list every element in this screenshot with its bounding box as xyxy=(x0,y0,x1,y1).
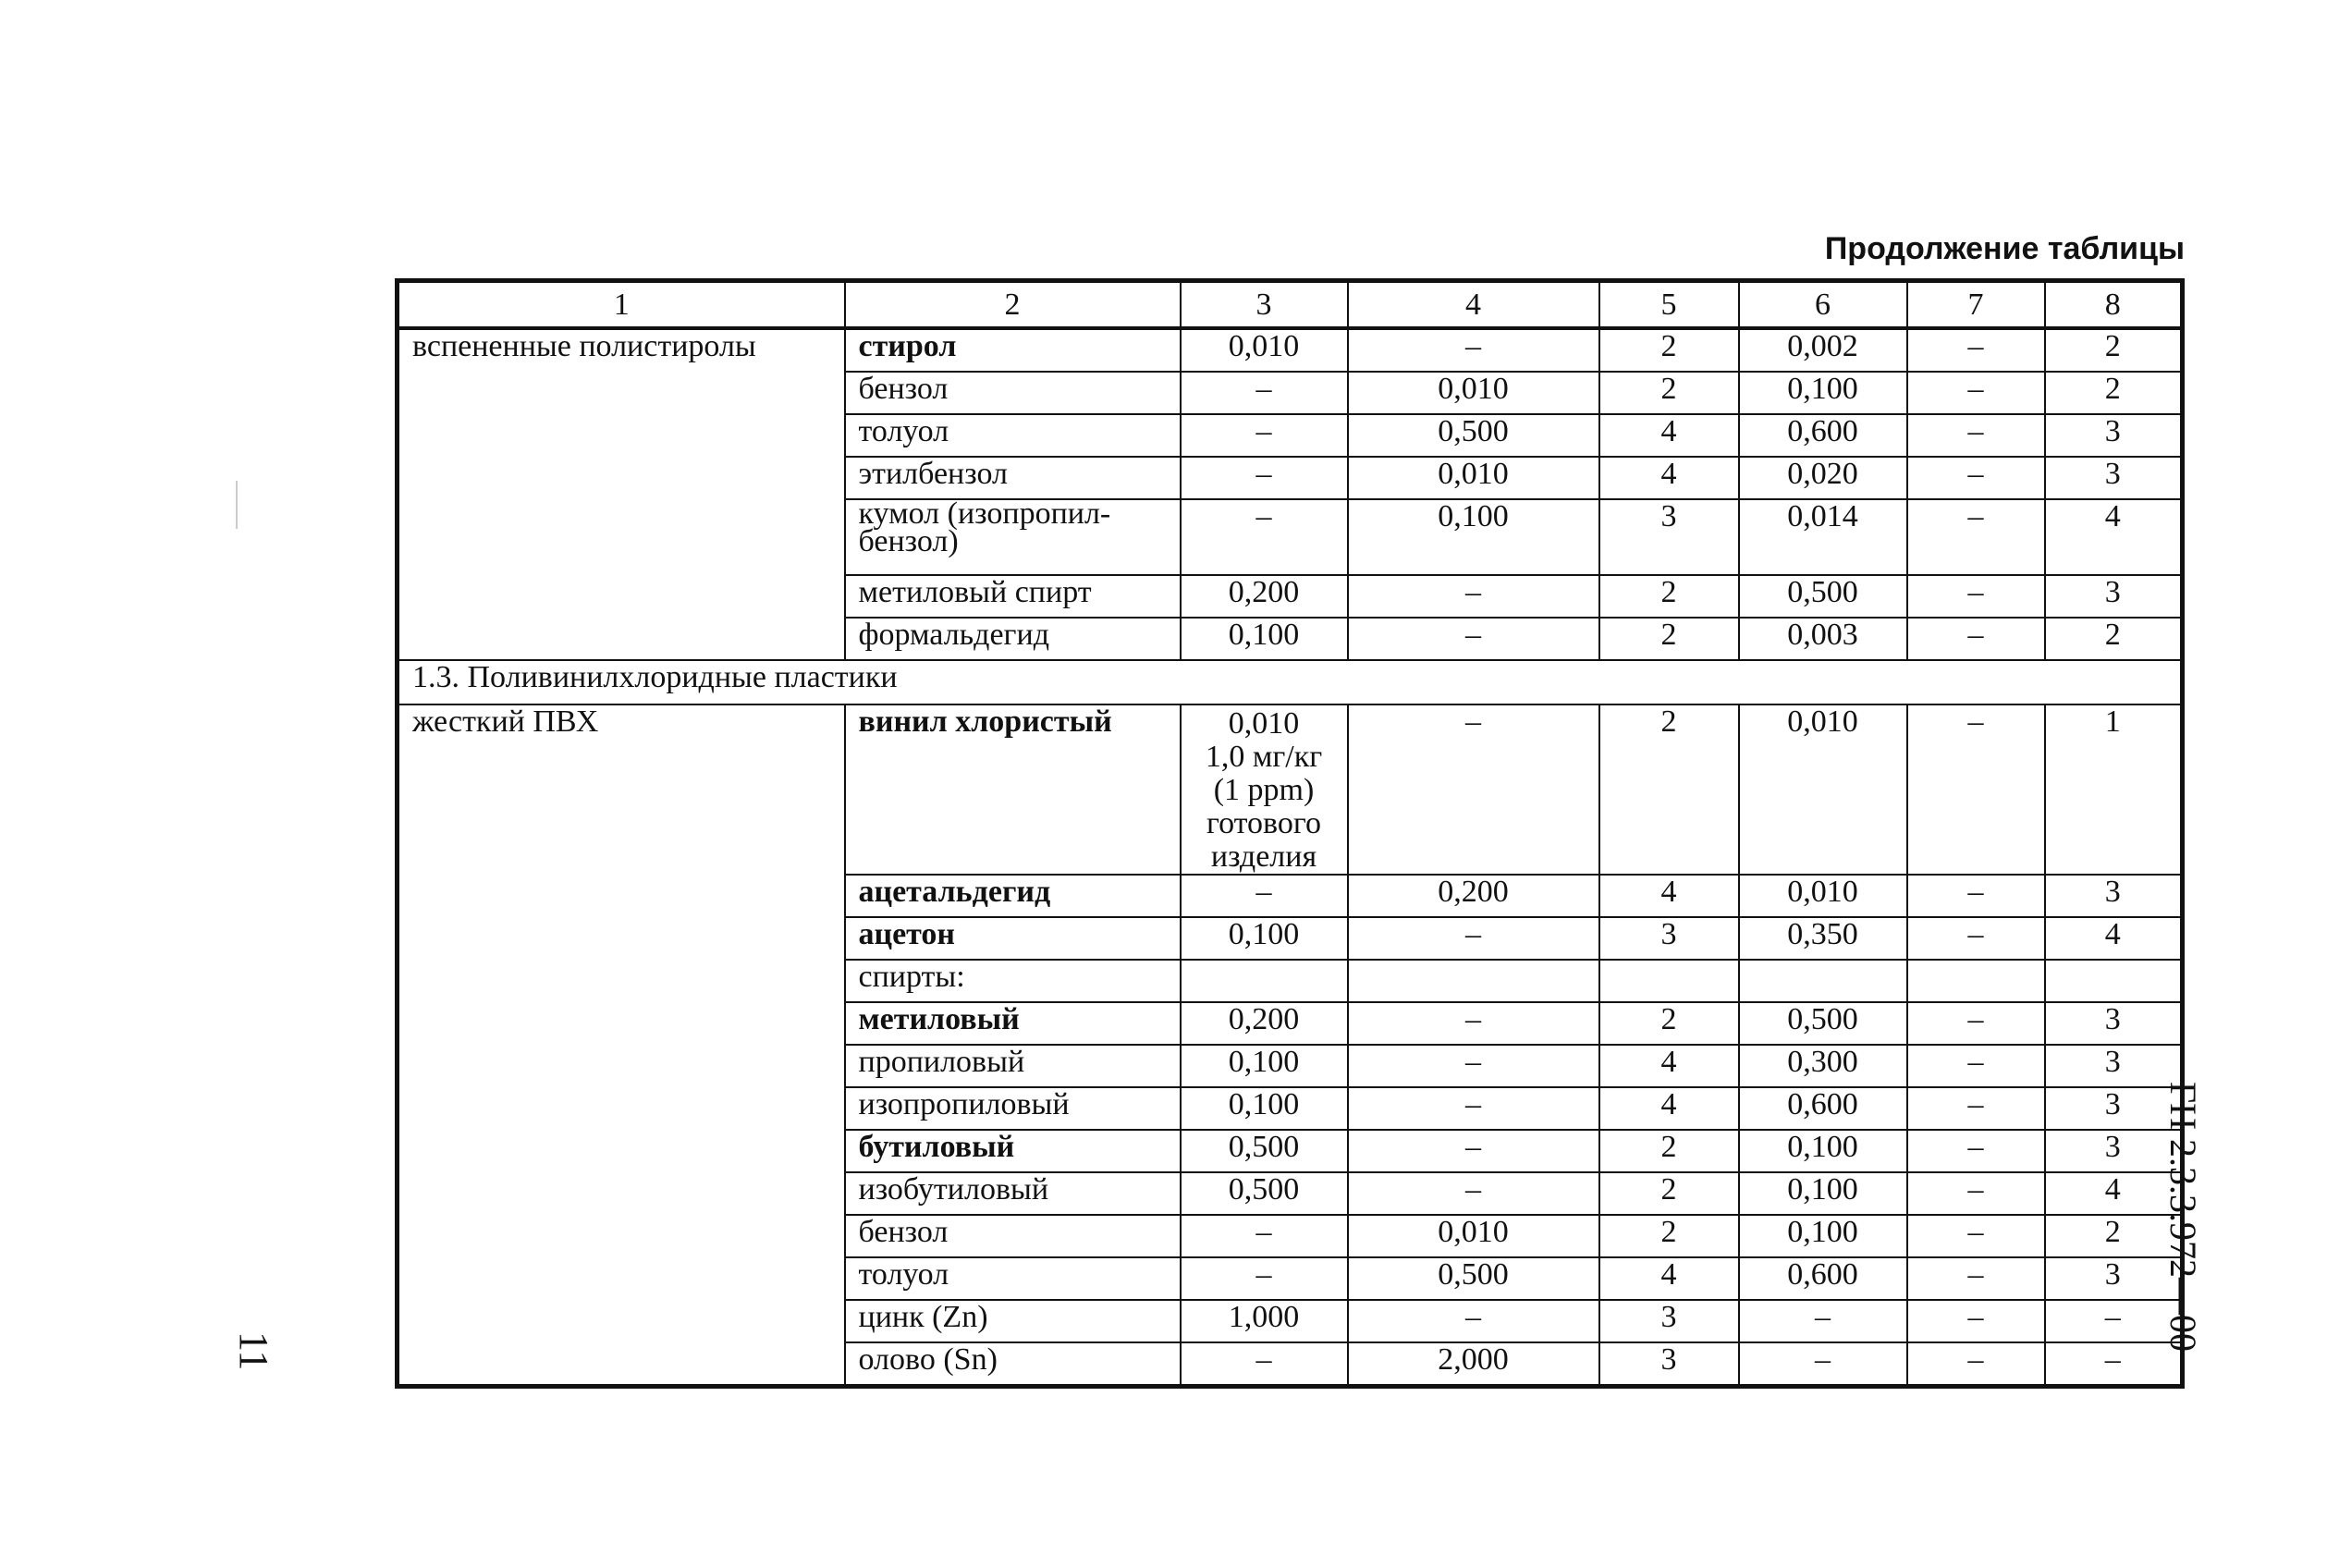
value-cell: 4 xyxy=(1599,1087,1739,1130)
substance-cell: кумол (изопропил-бензол) xyxy=(845,499,1181,575)
value-cell-with-note xyxy=(1181,704,1348,875)
value-cell: – xyxy=(1907,704,2045,875)
substance-cell: ацетальдегид xyxy=(845,875,1181,917)
page-number: 11 xyxy=(231,1331,276,1371)
value-cell: – xyxy=(1739,1342,1907,1387)
material-cell: жесткий ПВХ xyxy=(398,704,845,1387)
value-cell: 1 xyxy=(2045,704,2183,875)
value-cell: 0,010 xyxy=(1348,457,1599,499)
substance-cell: изобутиловый xyxy=(845,1172,1181,1215)
value-cell: – xyxy=(1348,1300,1599,1342)
value-cell: 2 xyxy=(2045,328,2183,372)
value-cell: – xyxy=(1907,875,2045,917)
value-cell: 3 xyxy=(2045,1087,2183,1130)
value-cell xyxy=(1907,960,2045,1002)
value-cell: 0,200 xyxy=(1181,1002,1348,1045)
value-cell: – xyxy=(1348,917,1599,960)
substance-cell: формальдегид xyxy=(845,618,1181,660)
value-cell: 0,100 xyxy=(1181,618,1348,660)
value-cell: 2 xyxy=(2045,372,2183,414)
value-cell: – xyxy=(1181,499,1348,575)
value-cell: 0,003 xyxy=(1739,618,1907,660)
substance-cell: спирты: xyxy=(845,960,1181,1002)
substance-cell: этилбензол xyxy=(845,457,1181,499)
value-cell: – xyxy=(1907,1087,2045,1130)
value-cell: – xyxy=(1907,575,2045,618)
value-cell: – xyxy=(1907,1215,2045,1257)
substance-cell: ацетон xyxy=(845,917,1181,960)
section-row xyxy=(398,660,2183,704)
value-cell xyxy=(1348,960,1599,1002)
value-cell: 3 xyxy=(1599,917,1739,960)
value-cell: 4 xyxy=(1599,457,1739,499)
document-code: ГН 2.3.3.972—00 xyxy=(2162,1082,2204,1353)
substance-cell: пропиловый xyxy=(845,1045,1181,1087)
value-cell: 3 xyxy=(1599,1342,1739,1387)
value-cell: 2 xyxy=(1599,1172,1739,1215)
value-cell: 3 xyxy=(1599,1300,1739,1342)
header-cell: 2 xyxy=(845,281,1181,329)
value-cell: 2 xyxy=(1599,1130,1739,1172)
value-cell: 0,014 xyxy=(1739,499,1907,575)
value-cell: 0,100 xyxy=(1739,1130,1907,1172)
value-cell: 2 xyxy=(1599,618,1739,660)
value-cell: – xyxy=(1907,328,2045,372)
substance-cell: бензол xyxy=(845,372,1181,414)
table-continuation-caption: Продолжение таблицы xyxy=(1824,231,2185,266)
value-cell: – xyxy=(1181,414,1348,457)
value-cell: – xyxy=(1907,457,2045,499)
value-cell: 4 xyxy=(1599,1257,1739,1300)
value-cell: 0,500 xyxy=(1181,1130,1348,1172)
value-cell: – xyxy=(1348,1172,1599,1215)
value-cell: 2 xyxy=(1599,1215,1739,1257)
value-note: 1,0 мг/кг (1 ppm) готового изделия xyxy=(1205,740,1323,874)
value-cell: 2,000 xyxy=(1348,1342,1599,1387)
value-cell: 3 xyxy=(2045,1130,2183,1172)
value-cell: – xyxy=(1348,1087,1599,1130)
value-cell: 3 xyxy=(2045,457,2183,499)
value-cell: 0,500 xyxy=(1348,414,1599,457)
substance-cell: бензол xyxy=(845,1215,1181,1257)
value-cell: 3 xyxy=(2045,875,2183,917)
substance-cell: винил хлористый xyxy=(845,704,1181,875)
value-cell: 2 xyxy=(1599,1002,1739,1045)
value-cell: – xyxy=(1907,1257,2045,1300)
value-cell: – xyxy=(1181,875,1348,917)
value-line: 0,010 xyxy=(1228,706,1300,741)
value-cell: 3 xyxy=(1599,499,1739,575)
header-cell: 3 xyxy=(1181,281,1348,329)
substance-cell: метиловый спирт xyxy=(845,575,1181,618)
table-row xyxy=(398,328,2183,372)
value-cell: 0,100 xyxy=(1181,917,1348,960)
substance-cell: стирол xyxy=(845,328,1181,372)
value-cell: – xyxy=(1907,414,2045,457)
value-cell: 0,100 xyxy=(1181,1087,1348,1130)
header-cell: 7 xyxy=(1907,281,2045,329)
value-cell: – xyxy=(1181,1342,1348,1387)
value-cell: 4 xyxy=(1599,875,1739,917)
header-cell: 4 xyxy=(1348,281,1599,329)
section-title: 1.3. Поливинилхлоридные пластики xyxy=(398,660,2183,704)
header-cell: 5 xyxy=(1599,281,1739,329)
substance-cell: толуол xyxy=(845,1257,1181,1300)
value-cell: – xyxy=(1907,1002,2045,1045)
value-cell: 0,200 xyxy=(1181,575,1348,618)
value-cell: 0,100 xyxy=(1348,499,1599,575)
value-cell: 0,600 xyxy=(1739,1257,1907,1300)
value-cell: 0,010 xyxy=(1348,372,1599,414)
value-cell: – xyxy=(1907,917,2045,960)
value-cell: – xyxy=(1907,1045,2045,1087)
value-cell: 4 xyxy=(1599,1045,1739,1087)
value-cell: – xyxy=(2045,1342,2183,1387)
header-row xyxy=(398,281,2183,329)
header-cell: 6 xyxy=(1739,281,1907,329)
value-cell: 3 xyxy=(2045,414,2183,457)
value-cell: 2 xyxy=(1599,704,1739,875)
value-cell: – xyxy=(1907,1172,2045,1215)
substance-cell: олово (Sn) xyxy=(845,1342,1181,1387)
header-cell: 1 xyxy=(398,281,845,329)
value-cell: 0,020 xyxy=(1739,457,1907,499)
value-cell: 3 xyxy=(2045,1257,2183,1300)
value-cell: – xyxy=(1907,372,2045,414)
value-cell: 0,010 xyxy=(1739,704,1907,875)
substance-cell: толуол xyxy=(845,414,1181,457)
value-cell: – xyxy=(1907,1342,2045,1387)
hygiene-standards-table xyxy=(395,278,2185,1389)
value-cell: 0,500 xyxy=(1739,575,1907,618)
value-cell: 0,600 xyxy=(1739,414,1907,457)
value-cell: 0,500 xyxy=(1739,1002,1907,1045)
value-cell xyxy=(1739,960,1907,1002)
value-cell: – xyxy=(1181,1257,1348,1300)
value-cell: 2 xyxy=(2045,1215,2183,1257)
value-cell: – xyxy=(1907,1300,2045,1342)
value-cell: 0,600 xyxy=(1739,1087,1907,1130)
value-cell: 0,100 xyxy=(1739,1172,1907,1215)
value-cell: 0,100 xyxy=(1739,1215,1907,1257)
value-cell: – xyxy=(1739,1300,1907,1342)
value-cell: 4 xyxy=(1599,414,1739,457)
value-cell: 1,000 xyxy=(1181,1300,1348,1342)
value-cell: 3 xyxy=(2045,575,2183,618)
header-cell: 8 xyxy=(2045,281,2183,329)
value-cell: 0,100 xyxy=(1739,372,1907,414)
value-cell: – xyxy=(1348,618,1599,660)
value-cell: – xyxy=(1907,1130,2045,1172)
value-cell: 0,350 xyxy=(1739,917,1907,960)
value-cell: – xyxy=(1348,1002,1599,1045)
value-cell: 3 xyxy=(2045,1002,2183,1045)
value-cell: – xyxy=(1181,1215,1348,1257)
value-cell: 2 xyxy=(2045,618,2183,660)
value-cell: 0,010 xyxy=(1181,328,1348,372)
value-cell: – xyxy=(1907,618,2045,660)
value-cell: – xyxy=(1348,1130,1599,1172)
value-cell: 3 xyxy=(2045,1045,2183,1087)
substance-cell: бутиловый xyxy=(845,1130,1181,1172)
value-cell: 0,002 xyxy=(1739,328,1907,372)
value-cell: – xyxy=(2045,1300,2183,1342)
value-cell: 0,200 xyxy=(1348,875,1599,917)
substance-cell: изопропиловый xyxy=(845,1087,1181,1130)
value-cell: 2 xyxy=(1599,328,1739,372)
value-cell: 0,500 xyxy=(1181,1172,1348,1215)
value-cell: – xyxy=(1348,328,1599,372)
substance-cell: метиловый xyxy=(845,1002,1181,1045)
value-cell: – xyxy=(1181,372,1348,414)
value-cell: – xyxy=(1348,575,1599,618)
value-cell: 2 xyxy=(1599,372,1739,414)
value-cell: – xyxy=(1907,499,2045,575)
substance-cell: цинк (Zn) xyxy=(845,1300,1181,1342)
value-cell: – xyxy=(1348,704,1599,875)
value-cell: 4 xyxy=(2045,499,2183,575)
value-cell: 0,100 xyxy=(1181,1045,1348,1087)
value-cell xyxy=(1599,960,1739,1002)
value-cell: 0,500 xyxy=(1348,1257,1599,1300)
value-cell: 2 xyxy=(1599,575,1739,618)
value-cell: 0,010 xyxy=(1348,1215,1599,1257)
value-cell: – xyxy=(1348,1045,1599,1087)
scan-margin-mark xyxy=(236,481,238,529)
material-cell: вспененные полистиролы xyxy=(398,328,845,660)
value-cell: 4 xyxy=(2045,917,2183,960)
value-cell: 0,010 xyxy=(1739,875,1907,917)
value-cell: – xyxy=(1181,457,1348,499)
table-row xyxy=(398,704,2183,875)
value-cell xyxy=(1181,960,1348,1002)
value-cell: 4 xyxy=(2045,1172,2183,1215)
value-cell xyxy=(2045,960,2183,1002)
value-cell: 0,300 xyxy=(1739,1045,1907,1087)
